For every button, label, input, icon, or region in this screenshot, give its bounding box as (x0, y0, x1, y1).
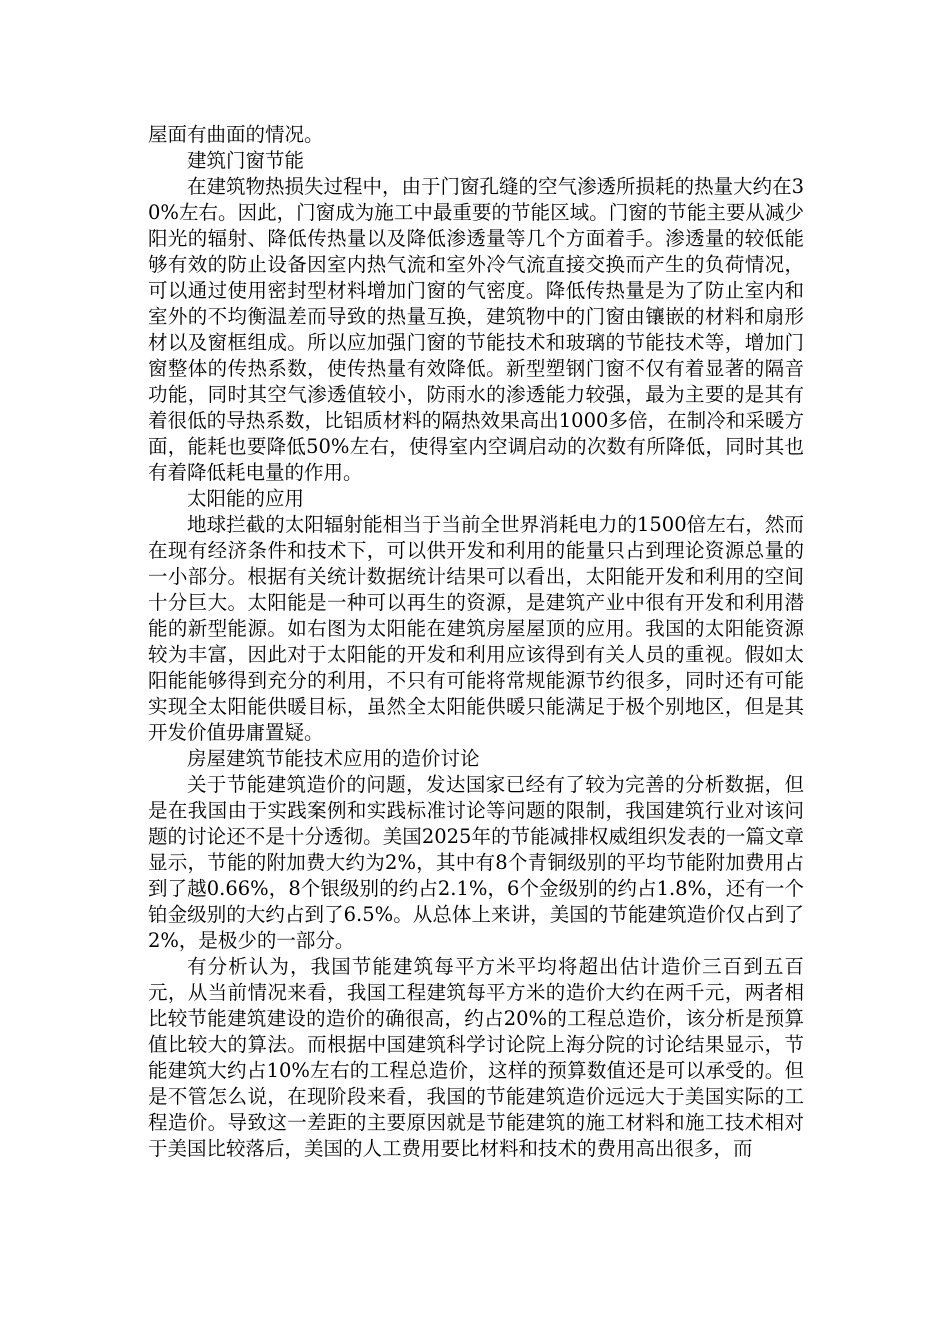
continuation-paragraph: 屋面有曲面的情况。 (148, 123, 324, 146)
body-paragraph-solar: 地球拦截的太阳辐射能相当于当前全世界消耗电力的1500倍左右，然而在现有经济条件和技术下，可以供开发和利用的能量只占到理论资源总量的一小部分。根据有关统计数据统计结果可以看出，太阳能开发和利用的空间十分巨大。太阳能是一种可以再生的资源，是建筑产业中很有开发和利用潜能的新型能源。如右图为太阳能在建筑房屋屋顶的应用。我国的太阳能资源较为丰富，因此对于太阳能的开发和利用应该得到有关人员的重视。假如太阳能能够得到充分的利用，不只有可能将常规能源节约很多，同时还有可能实现全太阳能供暖目标，虽然全太阳能供暖只能满足于极个别地区，但是其开发价值毋庸置疑。 (148, 513, 804, 744)
section-heading-solar: 太阳能的应用 (187, 487, 305, 510)
section-heading-cost: 房屋建筑节能技术应用的造价讨论 (187, 747, 480, 770)
body-paragraph-cost-1: 关于节能建筑造价的问题，发达国家已经有了较为完善的分析数据，但是在我国由于实践案例和实践标准讨论等问题的限制，我国建筑行业对该问题的讨论还不是十分透彻。美国2025年的节能减排权威组织发表的一篇文章显示，节能的附加费大约为2%，其中有8个青铜级别的平均节能附加费用占到了越0.66%，8个银级别的约占2.1%，6个金级别的约占1.8%，还有一个铂金级别的大约占到了6.5%。从总体上来讲，美国的节能建筑造价仅占到了2%，是极少的一部分。 (148, 773, 804, 952)
section-heading-windows: 建筑门窗节能 (187, 149, 305, 172)
body-paragraph-cost-2: 有分析认为，我国节能建筑每平方米平均将超出估计造价三百到五百元，从当前情况来看，我国工程建筑每平方米的造价大约在两千元，两者相比较节能建筑建设的造价的确很高，约占20%的工程总造价，该分析是预算值比较大的算法。而根据中国建筑科学讨论院上海分院的讨论结果显示，节能建筑大约占10%左右的工程总造价，这样的预算数值还是可以承受的。但是不管怎么说，在现阶段来看，我国的节能建筑造价远远大于美国实际的工程造价。导致这一差距的主要原因就是节能建筑的施工材料和施工技术相对于美国比较落后，美国的人工费用要比材料和技术的费用高出很多，而 (148, 955, 804, 1160)
body-paragraph-windows: 在建筑物热损失过程中，由于门窗孔缝的空气渗透所损耗的热量大约在30%左右。因此，门窗成为施工中最重要的节能区域。门窗的节能主要从减少阳光的辐射、降低传热量以及降低渗透量等几个方面着手。渗透量的较低能够有效的防止设备因室内热气流和室外冷气流直接交换而产生的负荷情况，可以通过使用密封型材料增加门窗的气密度。降低传热量是为了防止室内和室外的不均衡温差而导致的热量互换，建筑物中的门窗由镶嵌的材料和扇形材以及窗框组成。所以应加强门窗的节能技术和玻璃的节能技术等，增加门窗整体的传热系数，使传热量有效降低。新型塑钢门窗不仅有着显著的隔音功能，同时其空气渗透值较小，防雨水的渗透能力较强，最为主要的是其有着很低的导热系数，比铝质材料的隔热效果高出1000多倍，在制冷和采暖方面，能耗也要降低50%左右，使得室内空调启动的次数有所降低，同时其也有着降低耗电量的作用。 (148, 175, 804, 484)
document-body (148, 122, 804, 1162)
